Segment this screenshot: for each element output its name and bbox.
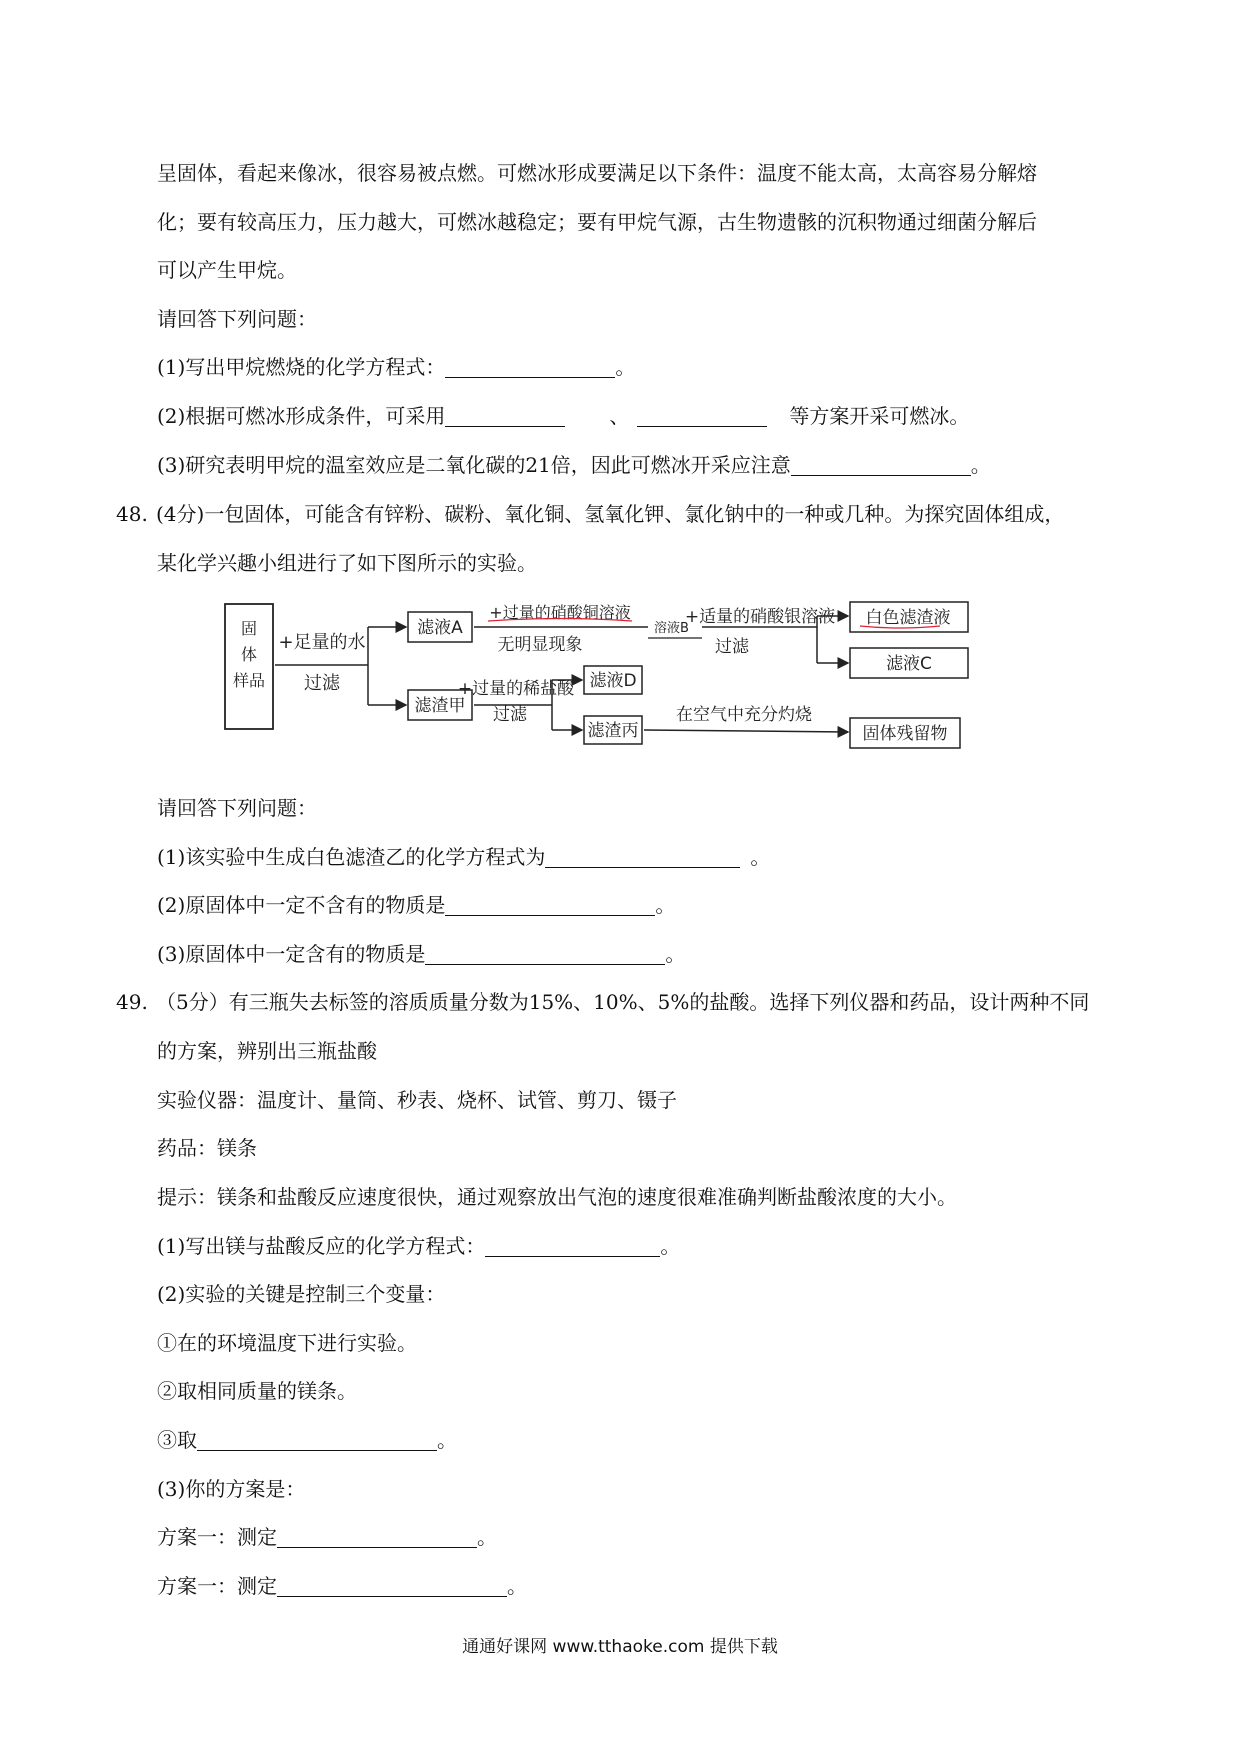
q47-sub2-sep: 、	[609, 404, 630, 428]
residue-jia-label: 滤渣甲	[414, 696, 466, 716]
step2-label-bottom: 无明显现象	[497, 635, 583, 655]
filtrate-c-label: 滤液C	[886, 654, 932, 674]
sample-label-3: 样品	[232, 671, 266, 690]
step1-label-bottom: 过滤	[304, 673, 340, 694]
solid-residue-label: 固体残留物	[862, 724, 948, 744]
q47-prompt: 请回答下列问题：	[157, 307, 317, 331]
q49-variable-1: ①在的环境温度下进行实验。	[157, 1331, 417, 1355]
q49-plan-2-text: 方案一：测定	[157, 1574, 277, 1598]
q49-variable-3-end: 。	[437, 1428, 457, 1452]
step1-label-top: +足量的水	[278, 632, 366, 653]
q49-instruments: 实验仪器：温度计、量筒、秒表、烧杯、试管、剪刀、镊子	[157, 1088, 677, 1112]
answer-blank[interactable]	[445, 895, 655, 916]
q48-sub2-text: (2)原固体中一定不含有的物质是	[157, 893, 446, 917]
white-residue-label: 白色滤渣液	[865, 608, 951, 628]
q49-reagents: 药品：镁条	[157, 1136, 257, 1160]
q49-sub1	[157, 1232, 680, 1260]
q49-plan-1-text: 方案一：测定	[157, 1525, 277, 1549]
residue-bing-label: 滤渣丙	[587, 721, 639, 741]
q47-sub1-end: 。	[615, 355, 636, 379]
q49-variable-3	[157, 1426, 457, 1454]
q48-sub2-end: 。	[655, 893, 676, 917]
q49-plan-1-end: 。	[477, 1525, 497, 1549]
q49-plan-2	[157, 1572, 527, 1600]
q47-sub2-end: 等方案开采可燃冰。	[789, 404, 970, 428]
q49-hint: 提示：镁条和盐酸反应速度很快，通过观察放出气泡的速度很难准确判断盐酸浓度的大小。	[157, 1185, 957, 1209]
solution-b-label: 溶液B	[654, 621, 689, 636]
answer-blank[interactable]	[485, 1236, 660, 1257]
answer-blank[interactable]	[445, 406, 565, 427]
filtrate-a-label: 滤液A	[417, 618, 463, 638]
step5-label: 在空气中充分灼烧	[676, 705, 812, 725]
q48-line-1	[116, 500, 1064, 528]
q49-line-1	[116, 988, 1089, 1016]
intro-line-2: 化；要有较高压力，压力越大，可燃冰越稳定；要有甲烷气源，古生物遗骸的沉积物通过细菌分解后	[157, 210, 1037, 234]
q48-sub1-end: 。	[750, 845, 771, 869]
q48-prompt: 请回答下列问题：	[157, 796, 317, 820]
q48-sub2	[157, 891, 675, 919]
answer-blank[interactable]	[445, 357, 615, 378]
q48-line-2: 某化学兴趣小组进行了如下图所示的实验。	[157, 551, 537, 575]
q47-sub2	[157, 402, 969, 430]
q49-number: 49.	[116, 990, 148, 1014]
q49-line-2: 的方案，辨别出三瓶盐酸	[157, 1039, 377, 1063]
q49-text-1: （5分）有三瓶失去标签的溶质质量分数为15%、10%、5%的盐酸。选择下列仪器和药品，设计两种不同	[156, 990, 1090, 1014]
q47-sub3-text: (3)研究表明甲烷的温室效应是二氧化碳的21倍，因此可燃冰开采应注意	[157, 453, 791, 477]
q48-sub3-text: (3)原固体中一定含有的物质是	[157, 942, 426, 966]
answer-blank[interactable]	[637, 406, 767, 427]
q49-variable-3-text: ③取	[157, 1428, 197, 1452]
intro-line-3: 可以产生甲烷。	[157, 258, 297, 282]
q47-sub1	[157, 353, 635, 381]
q48-text-1: (4分)一包固体，可能含有锌粉、碳粉、氧化铜、氢氧化钾、氯化钠中的一种或几种。为探究固体组成，	[156, 502, 1065, 526]
q47-sub1-text: (1)写出甲烷燃烧的化学方程式：	[157, 355, 446, 379]
sample-label-1: 固	[240, 619, 258, 638]
answer-blank[interactable]	[425, 944, 665, 965]
q49-sub3: (3)你的方案是：	[157, 1477, 306, 1501]
answer-blank[interactable]	[791, 455, 971, 476]
q48-sub3	[157, 940, 685, 968]
step4-label-bottom: 过滤	[493, 705, 527, 725]
experiment-flow-diagram	[220, 600, 1080, 765]
q49-variable-2: ②取相同质量的镁条。	[157, 1379, 357, 1403]
q48-sub1-text: (1)该实验中生成白色滤渣乙的化学方程式为	[157, 845, 546, 869]
step3-label-top: +适量的硝酸银溶液	[684, 607, 836, 627]
answer-blank[interactable]	[277, 1527, 477, 1548]
q49-sub1-end: 。	[660, 1234, 681, 1258]
sample-label-2: 体	[240, 645, 258, 664]
answer-blank[interactable]	[545, 847, 740, 868]
step5-arrow	[644, 730, 848, 732]
q47-sub2-text: (2)根据可燃冰形成条件，可采用	[157, 404, 446, 428]
q47-sub3	[157, 451, 991, 479]
filtrate-d-label: 滤液D	[589, 671, 637, 691]
answer-blank[interactable]	[197, 1430, 437, 1451]
q49-plan-2-end: 。	[507, 1574, 527, 1598]
step2-label-top: +过量的硝酸铜溶液	[489, 603, 631, 622]
step3-label-bottom: 过滤	[715, 637, 749, 657]
q49-plan-1	[157, 1523, 497, 1551]
q48-number: 48.	[116, 502, 148, 526]
q48-sub1	[157, 843, 770, 871]
q47-sub3-end: 。	[970, 453, 991, 477]
step4-label-top: +过量的稀盐酸	[457, 679, 575, 699]
q48-sub3-end: 。	[665, 942, 686, 966]
q49-sub1-text: (1)写出镁与盐酸反应的化学方程式：	[157, 1234, 486, 1258]
page-footer: 通通好课网 www.tthaoke.com 提供下载	[462, 1637, 778, 1657]
q49-sub2: (2)实验的关键是控制三个变量：	[157, 1282, 446, 1306]
answer-blank[interactable]	[277, 1576, 507, 1597]
intro-line-1: 呈固体，看起来像冰，很容易被点燃。可燃冰形成要满足以下条件：温度不能太高，太高容易分解熔	[157, 161, 1037, 185]
